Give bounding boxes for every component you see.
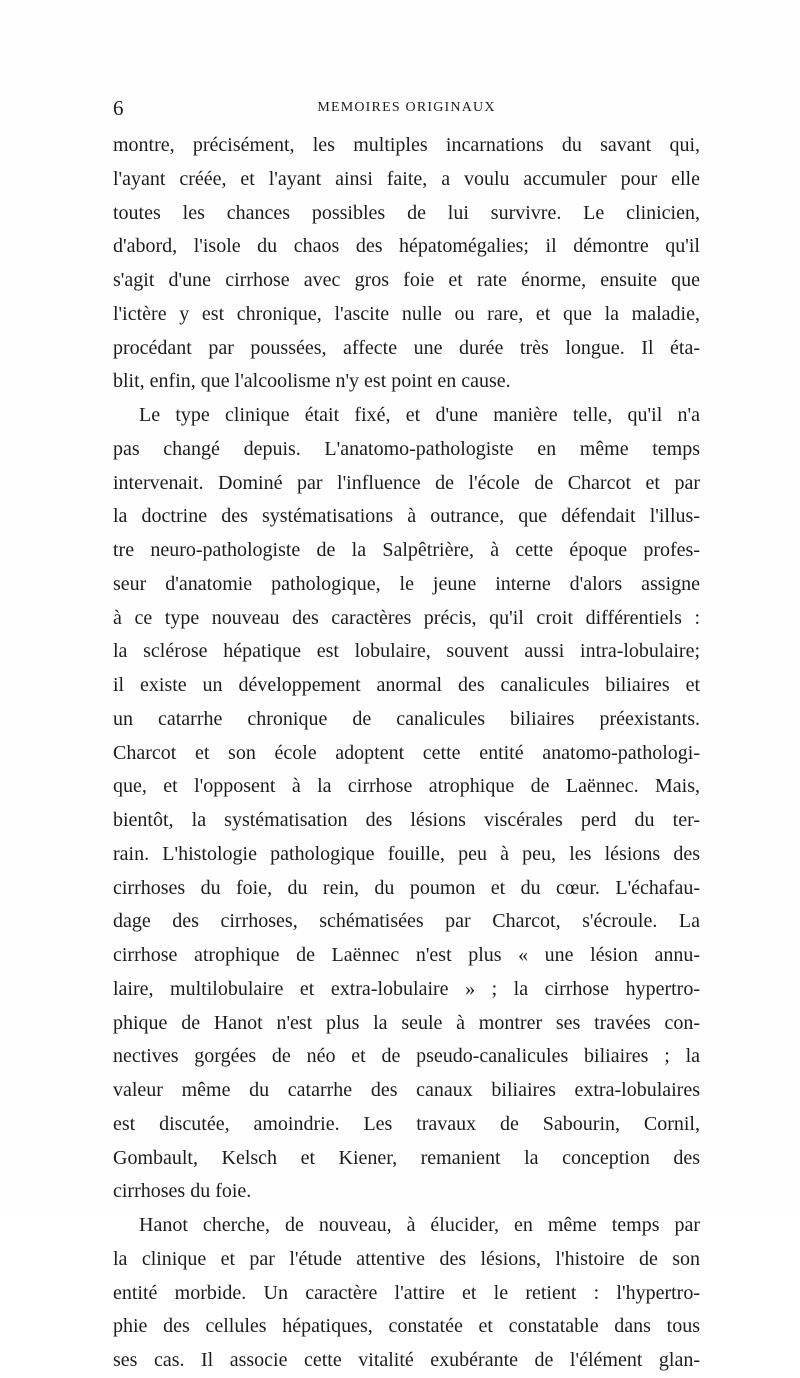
text-line: intervenait. Dominé par l'influence de l'école de Charcot et par	[113, 471, 700, 494]
text-line: valeur même du catarrhe des canaux biliaires extra-lobulaires	[113, 1079, 700, 1101]
text-line: la doctrine des systématisations à outrance, que défendait l'illus-	[113, 505, 700, 528]
text-line: montre, précisément, les multiples incarnations du savant qui,	[113, 134, 700, 156]
text-line: la clinique et par l'étude attentive des lésions, l'histoire de son	[113, 1247, 700, 1270]
text-line: dage des cirrhoses, schématisées par Charcot, s'écroule. La	[113, 910, 700, 933]
text-line: entité morbide. Un caractère l'attire et le retient : l'hypertro-	[113, 1281, 700, 1304]
text-line: nectives gorgées de néo et de pseudo-canalicules biliaires ; la	[113, 1045, 700, 1068]
body-text	[113, 129, 700, 1378]
text-line: est discutée, amoindrie. Les travaux de Sabourin, Cornil,	[113, 1112, 700, 1135]
text-line: tre neuro-pathologiste de la Salpêtrière, à cette époque profes-	[113, 539, 700, 561]
text-line: laire, multilobulaire et extra-lobulaire » ; la cirrhose hypertro-	[113, 977, 700, 1000]
text-line: phique de Hanot n'est plus la seule à montrer ses travées con-	[113, 1011, 700, 1034]
text-line: l'ictère y est chronique, l'ascite nulle ou rare, et que la maladie,	[113, 302, 700, 325]
text-line: cirrhoses du foie.	[113, 1180, 252, 1203]
text-line: s'agit d'une cirrhose avec gros foie et rate énorme, ensuite que	[113, 269, 700, 291]
text-line: cirrhose atrophique de Laënnec n'est plus « une lésion annu-	[113, 944, 700, 966]
running-head	[113, 96, 700, 122]
text-line: Charcot et son école adoptent cette entité anatomo-pathologi-	[113, 741, 700, 764]
text-line: il existe un développement anormal des canalicules biliaires et	[113, 674, 700, 696]
text-line: que, et l'opposent à la cirrhose atrophique de Laënnec. Mais,	[113, 775, 700, 798]
text-line: blit, enfin, que l'alcoolisme n'y est point en cause.	[113, 370, 511, 393]
text-line: Gombault, Kelsch et Kiener, remanient la conception des	[113, 1146, 700, 1169]
text-line: toutes les chances possibles de lui survivre. Le clinicien,	[113, 201, 700, 224]
text-line: bientôt, la systématisation des lésions viscérales perd du ter-	[113, 809, 700, 831]
text-line: rain. L'histologie pathologique fouille, peu à peu, les lésions des	[113, 842, 700, 865]
text-line: à ce type nouveau des caractères précis, qu'il croit différentiels :	[113, 606, 700, 629]
text-line: d'abord, l'isole du chaos des hépatomégalies; il démontre qu'il	[113, 235, 700, 258]
text-line: Le type clinique était fixé, et d'une manière telle, qu'il n'a	[139, 404, 700, 426]
text-line: l'ayant créée, et l'ayant ainsi faite, a voulu accumuler pour elle	[113, 167, 700, 190]
text-line: cirrhoses du foie, du rein, du poumon et du cœur. L'échafau-	[113, 876, 700, 899]
text-line: la sclérose hépatique est lobulaire, souvent aussi intra-lobulaire;	[113, 640, 700, 663]
text-line: procédant par poussées, affecte une durée très longue. Il éta-	[113, 336, 700, 359]
text-line: ses cas. Il associe cette vitalité exubérante de l'élément glan-	[113, 1349, 700, 1371]
text-line: un catarrhe chronique de canalicules biliaires préexistants.	[113, 707, 700, 730]
running-title: MEMOIRES ORIGINAUX	[317, 100, 496, 115]
text-line: seur d'anatomie pathologique, le jeune interne d'alors assigne	[113, 572, 700, 595]
page-number: 6	[113, 96, 124, 120]
text-line: pas changé depuis. L'anatomo-pathologiste en même temps	[113, 437, 700, 460]
text-line: phie des cellules hépatiques, constatée et constatable dans tous	[113, 1315, 700, 1338]
text-line: Hanot cherche, de nouveau, à élucider, en même temps par	[139, 1214, 700, 1236]
